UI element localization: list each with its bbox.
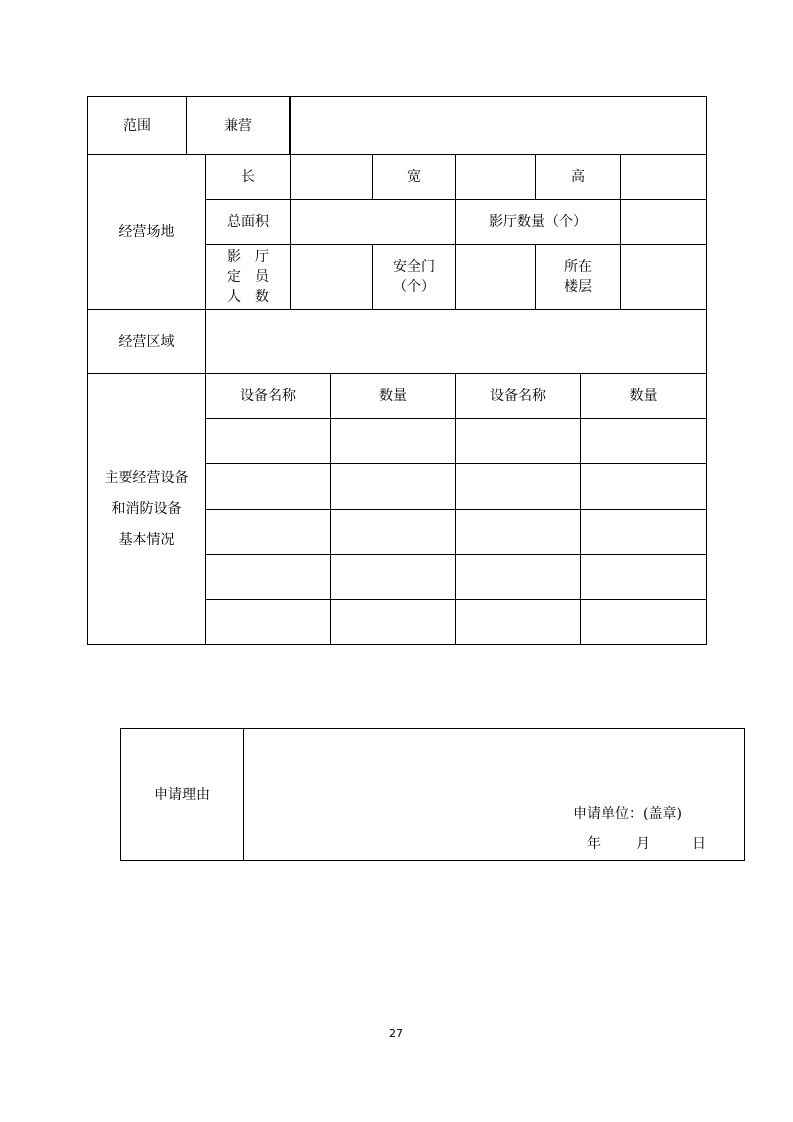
- equipment-cell[interactable]: [456, 419, 580, 463]
- equipment-cell[interactable]: [206, 419, 330, 463]
- equipment-cell[interactable]: [331, 600, 455, 644]
- hall-count-label: 影厅数量（个）: [489, 214, 587, 230]
- date-day-label: 日: [692, 836, 706, 852]
- area-value-field[interactable]: [206, 310, 706, 373]
- reason-input-area[interactable]: [244, 729, 744, 860]
- reason-label: 申请理由: [154, 786, 210, 803]
- floor-label-line: 楼层: [564, 279, 592, 295]
- equipment-header-quantity: 数量: [629, 388, 658, 404]
- equipment-cell[interactable]: [456, 600, 580, 644]
- equipment-label-line: 和消防设备: [111, 500, 182, 517]
- equipment-cell[interactable]: [331, 510, 455, 554]
- height-label: 高: [571, 169, 585, 185]
- floor-value-field[interactable]: [621, 245, 706, 309]
- capacity-label-line: 人 数: [227, 289, 269, 305]
- page-number: 27: [389, 1027, 403, 1040]
- total-area-label: 总面积: [227, 214, 269, 230]
- exit-label-line: 安全门: [393, 259, 435, 275]
- equipment-cell[interactable]: [581, 555, 706, 599]
- equipment-cell[interactable]: [456, 464, 580, 509]
- exit-count-value-field[interactable]: [456, 245, 535, 309]
- scope-value-field[interactable]: [291, 97, 706, 154]
- scope-label: 范围: [123, 117, 151, 134]
- floor-label: [536, 245, 620, 309]
- capacity-label-line: 影 厅: [227, 249, 269, 265]
- venue-label: 经营场地: [118, 224, 175, 240]
- equipment-cell[interactable]: [206, 600, 330, 644]
- width-label: 宽: [407, 169, 421, 185]
- equipment-cell[interactable]: [456, 555, 580, 599]
- equipment-header-quantity: 数量: [379, 388, 407, 404]
- equipment-cell[interactable]: [581, 600, 706, 644]
- date-year-label: 年: [587, 836, 601, 852]
- capacity-label-line: 定 员: [227, 269, 269, 285]
- equipment-cell[interactable]: [581, 510, 706, 554]
- equipment-header-name: 设备名称: [490, 388, 546, 404]
- equipment-label: [88, 374, 205, 644]
- equipment-cell[interactable]: [456, 510, 580, 554]
- equipment-label-line: 基本情况: [118, 531, 175, 548]
- equipment-header-name: 设备名称: [240, 388, 296, 404]
- floor-label-line: 所在: [564, 259, 592, 275]
- length-value-field[interactable]: [291, 155, 372, 199]
- equipment-cell[interactable]: [331, 464, 455, 509]
- height-value-field[interactable]: [621, 155, 706, 199]
- total-area-value-field[interactable]: [291, 200, 455, 244]
- scope-sub-label: 兼营: [224, 117, 252, 134]
- capacity-value-field[interactable]: [291, 245, 372, 309]
- area-label: 经营区域: [118, 333, 175, 350]
- exit-count-label: [373, 245, 455, 309]
- equipment-cell[interactable]: [206, 510, 330, 554]
- equipment-cell[interactable]: [581, 464, 706, 509]
- equipment-cell[interactable]: [331, 555, 455, 599]
- equipment-label-line: 主要经营设备: [104, 469, 189, 486]
- equipment-cell[interactable]: [206, 555, 330, 599]
- applicant-seal-label: 申请单位：(盖章): [573, 806, 682, 822]
- date-month-label: 月: [636, 836, 650, 852]
- length-label: 长: [241, 169, 255, 185]
- exit-label-line: （个）: [393, 279, 435, 295]
- width-value-field[interactable]: [456, 155, 535, 199]
- equipment-cell[interactable]: [206, 464, 330, 509]
- capacity-label: [206, 245, 290, 309]
- equipment-cell[interactable]: [331, 419, 455, 463]
- equipment-cell[interactable]: [581, 419, 706, 463]
- hall-count-value-field[interactable]: [621, 200, 706, 244]
